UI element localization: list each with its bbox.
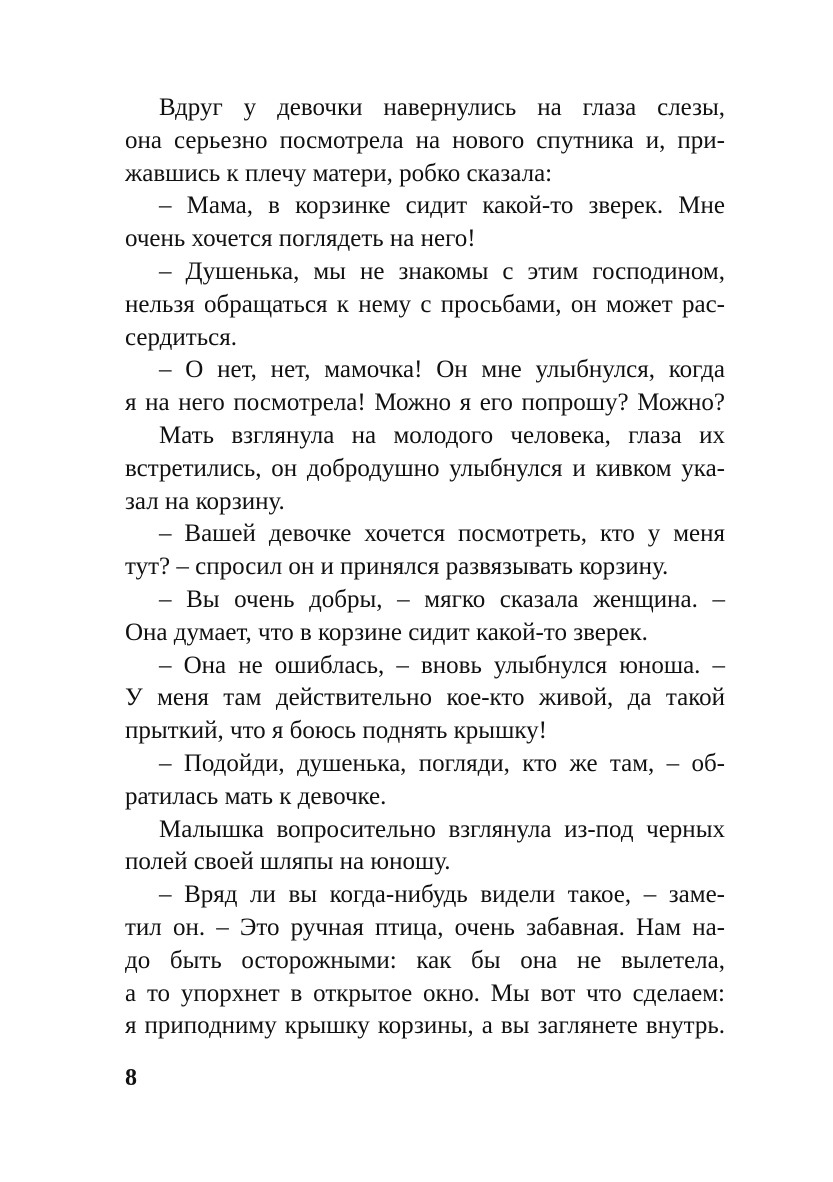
text-line: У меня там действительно кое-кто живой, да такой xyxy=(125,684,725,712)
text-line: а то упорхнет в открытое окно. Мы вот что сделаем: xyxy=(125,979,725,1007)
text-line: я приподниму крышку корзины, а вы заглянете внутрь. xyxy=(125,1012,725,1040)
text-line: – Душенька, мы не знакомы с этим господином, xyxy=(159,257,725,285)
text-line: – Вряд ли вы когда-нибудь видели такое, – заме- xyxy=(159,881,725,909)
text-line: прыткий, что я боюсь поднять крышку! xyxy=(125,717,547,745)
text-line: – Вы очень добры, – мягко сказала женщина. – xyxy=(159,585,725,613)
text-line: Мать взглянула на молодого человека, глаза их xyxy=(159,421,725,449)
text-line: – Вашей девочке хочется посмотреть, кто у меня xyxy=(159,520,725,548)
text-line: до быть осторожными: как бы она не вылетела, xyxy=(125,946,725,974)
text-line: я на него посмотрела! Можно я его попрошу? Можно? xyxy=(125,389,725,417)
text-line: жавшись к плечу матери, робко сказала: xyxy=(125,159,553,187)
text-line: зал на корзину. xyxy=(125,487,285,515)
page-number: 8 xyxy=(125,1065,137,1091)
text-line: она серьезно посмотрела на нового спутника и, при- xyxy=(125,126,725,154)
text-line: встретились, он добродушно улыбнулся и кивком ука- xyxy=(125,454,725,482)
text-line: сердиться. xyxy=(125,323,237,351)
book-page-text xyxy=(125,92,725,1043)
text-line: – Мама, в корзинке сидит какой-то зверек. Мне xyxy=(159,192,725,220)
text-line: – Подойди, душенька, погляди, кто же там, – об- xyxy=(159,749,725,777)
text-line: нельзя обращаться к нему с просьбами, он может рас- xyxy=(125,290,725,318)
text-line: полей своей шляпы на юношу. xyxy=(125,848,451,876)
text-line: Вдруг у девочки навернулись на глаза слезы, xyxy=(159,94,725,121)
text-line: тут? – спросил он и принялся развязывать корзину. xyxy=(125,553,669,581)
text-line: очень хочется поглядеть на него! xyxy=(125,225,476,253)
text-line: ратилась мать к девочке. xyxy=(125,782,387,810)
text-line: – О нет, нет, мамочка! Он мне улыбнулся, когда xyxy=(159,356,725,384)
text-line: тил он. – Это ручная птица, очень забавная. Нам на- xyxy=(125,913,725,941)
text-line: Она думает, что в корзине сидит какой-то зверек. xyxy=(125,618,648,646)
text-line: Малышка вопросительно взглянула из-под черных xyxy=(159,815,725,843)
text-line: – Она не ошиблась, – вновь улыбнулся юноша. – xyxy=(159,651,725,679)
